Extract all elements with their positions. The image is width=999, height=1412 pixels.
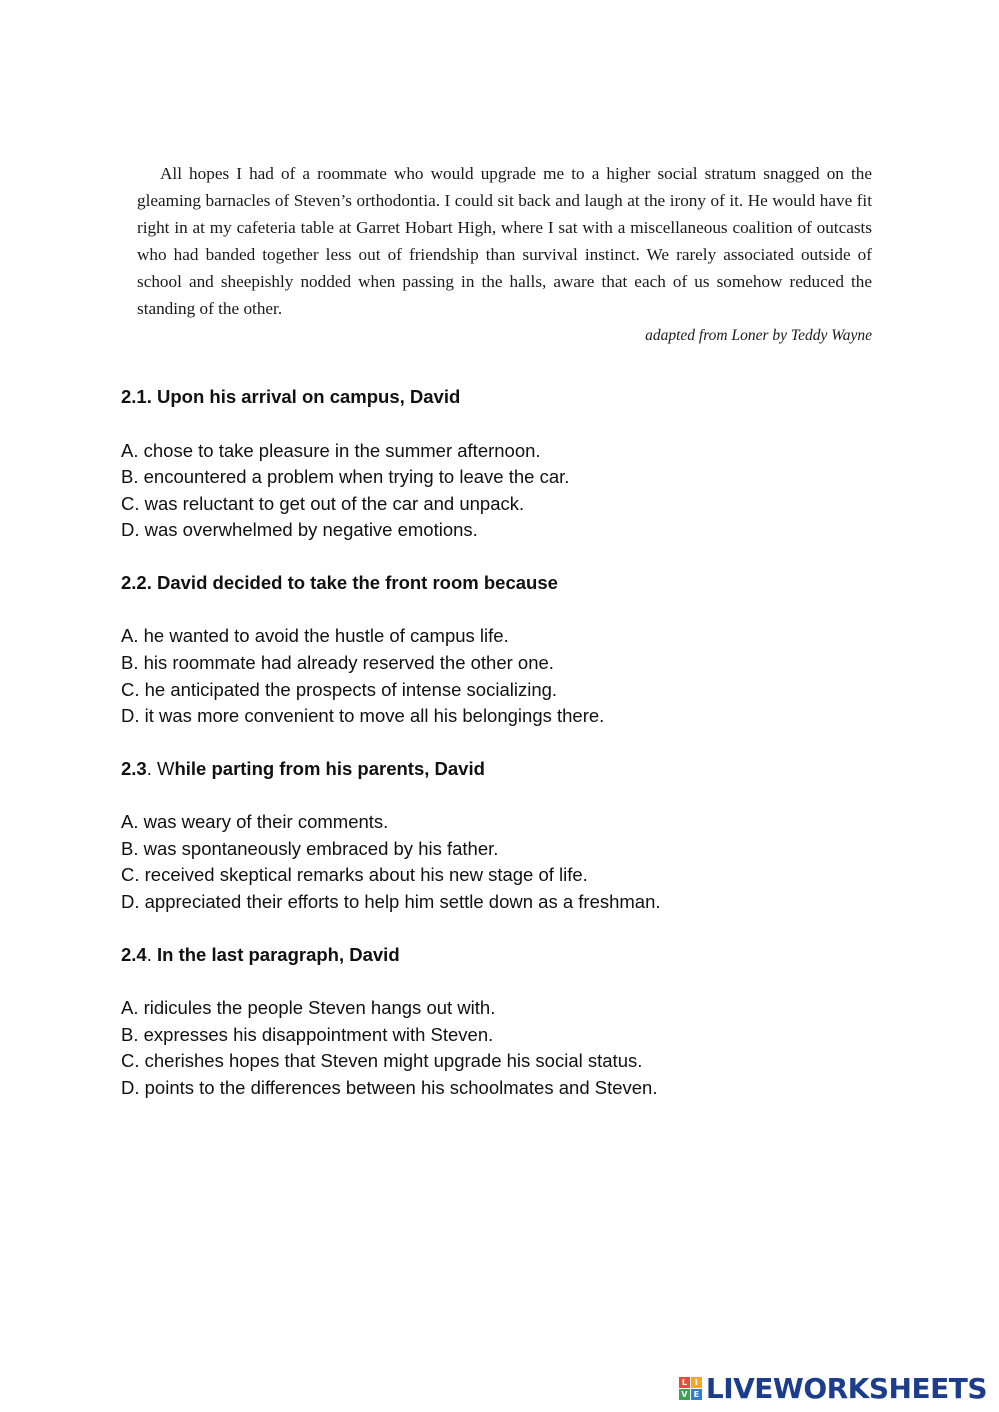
option-a[interactable]: A. he wanted to avoid the hustle of campus life. xyxy=(121,625,509,647)
option-c[interactable]: C. cherishes hopes that Steven might upgrade his social status. xyxy=(121,1050,643,1072)
liveworksheets-logo xyxy=(679,1370,987,1406)
option-a[interactable]: A. ridicules the people Steven hangs out with. xyxy=(121,997,496,1019)
logo-letter-i: I xyxy=(691,1377,702,1388)
option-b[interactable]: B. was spontaneously embraced by his father. xyxy=(121,837,499,859)
passage-paragraph: All hopes I had of a roommate who would upgrade me to a higher social stratum snagged on the gleaming barnacles of Steven’s orthodontia. I could sit back and laugh at the irony of it. He would have fit right in at my cafeteria table at Garret Hobart High, where I sat with a miscellaneous coalition of outcasts who had banded together less out of friendship than survival instinct. We rarely associated outside of school and sheepishly nodded when passing in the halls, aware that each of us somehow reduced the standing of the other. xyxy=(137,164,872,318)
option-c[interactable]: C. was reluctant to get out of the car and unpack. xyxy=(121,492,525,514)
question-2-2 xyxy=(121,570,881,730)
question-stem xyxy=(121,942,881,969)
question-2-3 xyxy=(121,756,881,916)
question-text: hile parting from his parents, David xyxy=(174,757,485,779)
brand-name: LIVEWORKSHEETS xyxy=(705,1371,987,1405)
question-text: David decided to take the front room because xyxy=(151,571,558,593)
answer-options xyxy=(121,623,881,729)
question-stem xyxy=(121,570,881,597)
option-b[interactable]: B. expresses his disappointment with Steven. xyxy=(121,1023,494,1045)
questions-section xyxy=(121,384,881,1128)
question-2-4 xyxy=(121,942,881,1102)
option-c[interactable]: C. received skeptical remarks about his new stage of life. xyxy=(121,864,588,886)
logo-letter-e: E xyxy=(691,1389,702,1400)
option-b[interactable]: B. his roommate had already reserved the other one. xyxy=(121,651,554,673)
question-separator: . W xyxy=(146,757,175,779)
question-number: 2.2. xyxy=(121,571,152,593)
option-a[interactable]: A. chose to take pleasure in the summer afternoon. xyxy=(121,439,541,461)
answer-options xyxy=(121,995,881,1101)
question-text: In the last paragraph, David xyxy=(157,943,400,965)
option-d[interactable]: D. points to the differences between his schoolmates and Steven. xyxy=(121,1076,658,1098)
option-a[interactable]: A. was weary of their comments. xyxy=(121,811,389,833)
answer-options xyxy=(121,438,881,544)
question-number: 2.4 xyxy=(121,943,147,965)
answer-options xyxy=(121,809,881,915)
question-2-1 xyxy=(121,384,881,544)
question-text: Upon his arrival on campus, David xyxy=(151,386,461,407)
option-d[interactable]: D. was overwhelmed by negative emotions. xyxy=(121,519,478,541)
question-number: 2.3 xyxy=(121,757,147,779)
option-d[interactable]: D. it was more convenient to move all his belongings there. xyxy=(121,705,605,727)
option-c[interactable]: C. he anticipated the prospects of intense socializing. xyxy=(121,678,558,700)
logo-grid-icon xyxy=(679,1377,702,1400)
question-number: 2.1. xyxy=(121,386,152,407)
logo-letter-v: V xyxy=(679,1389,690,1400)
question-stem xyxy=(121,756,881,783)
option-b[interactable]: B. encountered a problem when trying to leave the car. xyxy=(121,466,570,488)
option-d[interactable]: D. appreciated their efforts to help him settle down as a freshman. xyxy=(121,891,661,913)
reading-passage xyxy=(137,160,872,322)
logo-letter-l: L xyxy=(679,1377,690,1388)
passage-attribution: adapted from Loner by Teddy Wayne xyxy=(645,327,872,344)
question-separator: . xyxy=(146,943,157,965)
question-stem xyxy=(121,384,881,411)
